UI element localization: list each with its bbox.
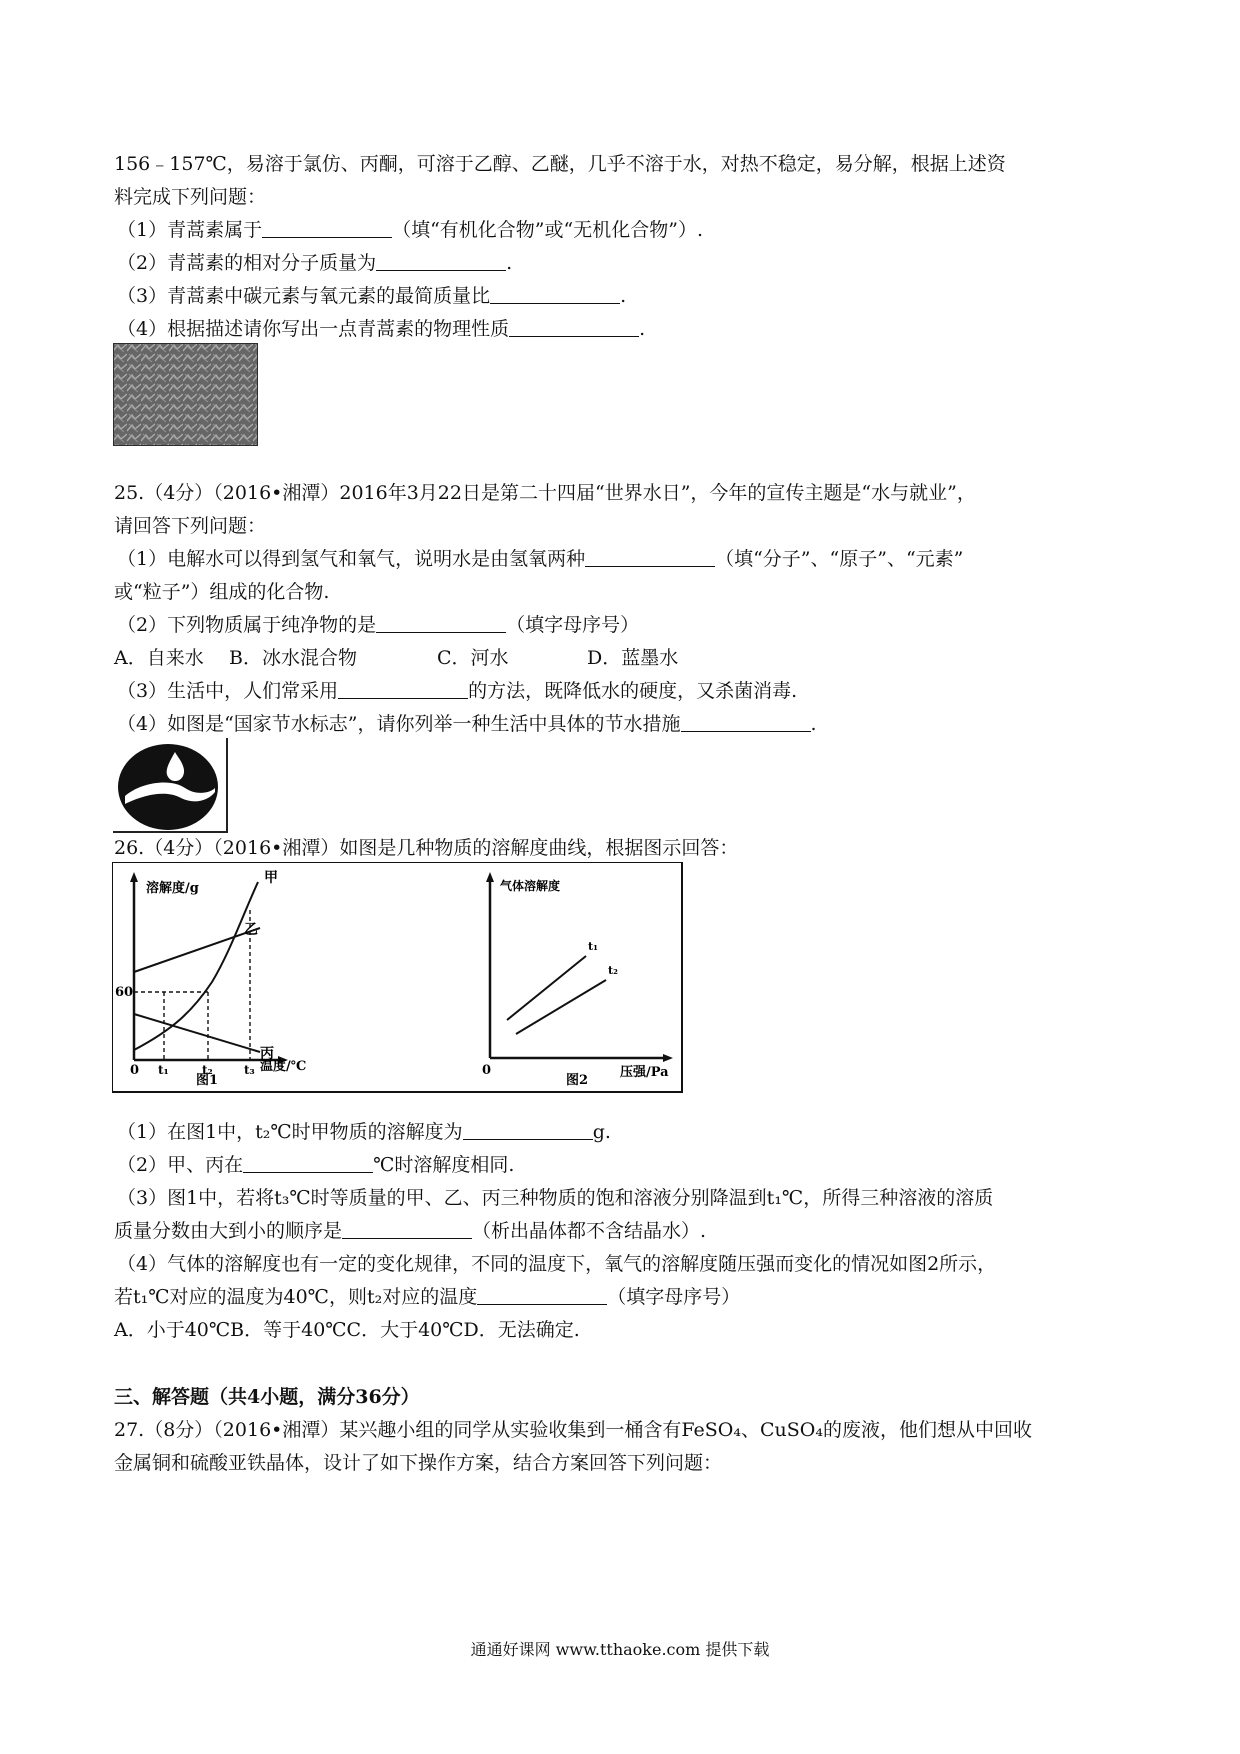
q24-item-3-text: （3）青蒿素中碳元素与氧元素的最简质量比 [117,285,491,307]
intro-line-2: 料完成下列问题： [114,186,267,208]
fig2-origin: 0 [482,1063,492,1078]
intro-line-1: 156﹣157℃，易溶于氯仿、丙酮，可溶于乙醇、乙醚，几乎不溶于水，对热不稳定，易分解，根据上述资 [114,153,1006,175]
q24-item-2-end: . [506,252,513,274]
fig2-ylabel: 气体溶解度 [500,879,561,893]
answer-blank[interactable] [243,1154,373,1173]
q24-item-4-end: . [639,318,646,340]
label-t2: t₂ [608,964,618,977]
q25-item-1-text: （1）电解水可以得到氢气和氧气，说明水是由氢氧两种 [117,548,586,570]
fig2-caption: 图2 [566,1073,589,1088]
q25-item-4-end: . [810,713,817,735]
q25-item-4-text: （4）如图是“国家节水标志”，请你列举一种生活中具体的节水措施 [117,713,681,735]
q27-line-1: 27.（8分）（2016•湘潭）某兴趣小组的同学从实验收集到一桶含有FeSO₄、CuSO₄的废液，他们想从中回收 [114,1419,1032,1441]
q25-item-2-text: （2）下列物质属于纯净物的是 [117,614,377,636]
tick-t1: t₁ [158,1063,169,1077]
option-a: A．自来水 [114,647,204,669]
tick-t2: t₂ [202,1063,213,1077]
section-3-title: 三、解答题（共4小题，满分36分） [114,1386,420,1408]
option-c: C．河水 [437,647,509,669]
q26-item-2-text: （2）甲、丙在 [117,1154,244,1176]
option-b: B．冰水混合物 [229,647,357,669]
answer-blank[interactable] [463,1121,593,1140]
q25-item-2-hint: （填字母序号） [506,614,640,636]
q25-header-2: 请回答下列问题： [114,515,267,537]
q26-item-3-cont [114,1219,706,1243]
answer-blank[interactable] [585,548,715,567]
answer-blank[interactable] [681,713,811,732]
answer-blank[interactable] [262,219,392,238]
q24-item-3-end: . [620,285,627,307]
q26-item-3-hint: （析出晶体都不含结晶水）. [472,1220,707,1242]
q25-item-2 [117,613,639,637]
q26-item-4-hint: （填字母序号） [607,1286,741,1308]
q25-item-3-text: （3）生活中，人们常采用 [117,680,339,702]
q24-item-2-text: （2）青蒿素的相对分子质量为 [117,252,377,274]
solubility-figures [112,862,684,1094]
q26-item-2 [117,1153,514,1177]
q26-item-1 [117,1120,611,1144]
q24-item-2 [117,251,512,275]
q25-options [114,646,678,670]
answer-blank[interactable] [342,1220,472,1239]
q24-item-1-hint: （填“有机化合物”或“无机化合物”）. [392,219,703,241]
q26-options: A．小于40℃B．等于40℃C．大于40℃D．无法确定. [114,1319,580,1341]
label-t1: t₁ [588,940,598,953]
q26-item-2-end: ℃时溶解度相同. [373,1154,515,1176]
q25-item-1-hint: （填“分子”、“原子”、“元素” [715,548,964,570]
label-yi: 乙 [244,922,258,938]
q25-item-1-cont: 或“粒子”）组成的化合物. [114,581,330,603]
q26-item-3-text: 质量分数由大到小的顺序是 [114,1220,343,1242]
q27-line-2: 金属铜和硫酸亚铁晶体，设计了如下操作方案，结合方案回答下列问题： [114,1452,723,1474]
fig1-caption: 图1 [196,1073,219,1088]
answer-blank[interactable] [509,318,639,337]
label-bing: 丙 [260,1046,274,1062]
q25-item-3-end: 的方法，既降低水的硬度，又杀菌消毒. [468,680,798,702]
page-footer: 通通好课网 www.tthaoke.com 提供下载 [470,1640,770,1659]
fig1-origin: 0 [130,1063,140,1078]
answer-blank[interactable] [490,285,620,304]
fig1-xlabel: 温度/℃ [260,1059,307,1074]
fig2-xlabel: 压强/Pa [620,1065,669,1080]
q26-item-4: （4）气体的溶解度也有一定的变化规律，不同的温度下，氧气的溶解度随压强而变化的情况如图2所示， [117,1253,997,1275]
q25-header-1: 25.（4分）（2016•湘潭）2016年3月22日是第二十四届“世界水日”，今年的宣传主题是“水与就业”， [114,482,976,504]
q24-item-4 [117,317,645,341]
q25-item-4 [117,712,817,736]
answer-blank[interactable] [477,1286,607,1305]
q25-item-1 [117,547,963,571]
q25-item-3 [117,679,797,703]
q26-item-4-text: 若t₁℃对应的温度为40℃，则t₂对应的温度 [114,1286,478,1308]
q24-item-1-text: （1）青蒿素属于 [117,219,263,241]
tick-t3: t₃ [244,1063,255,1077]
q24-item-3 [117,284,626,308]
answer-blank[interactable] [376,252,506,271]
q26-item-3: （3）图1中，若将t₃℃时等质量的甲、乙、丙三种物质的饱和溶液分别降温到t₁℃，所得三种溶液的溶质 [117,1187,994,1209]
option-d: D．蓝墨水 [587,647,679,669]
label-jia: 甲 [264,870,278,886]
water-saving-logo-icon [111,738,229,834]
fig1-ylabel: 溶解度/g [146,881,199,896]
answer-blank[interactable] [376,614,506,633]
q26-header: 26.（4分）（2016•湘潭）如图是几种物质的溶解度曲线，根据图示回答： [114,837,739,859]
q24-item-4-text: （4）根据描述请你写出一点青蒿素的物理性质 [117,318,510,340]
fig1-y60-label: 60 [115,985,134,1000]
artemisinin-crystal-photo [113,343,258,446]
q26-item-4-cont [114,1285,740,1309]
q24-item-1 [117,218,703,242]
answer-blank[interactable] [338,680,468,699]
q26-item-1-text: （1）在图1中，t₂℃时甲物质的溶解度为 [117,1121,463,1143]
q26-item-1-unit: g. [592,1121,611,1143]
